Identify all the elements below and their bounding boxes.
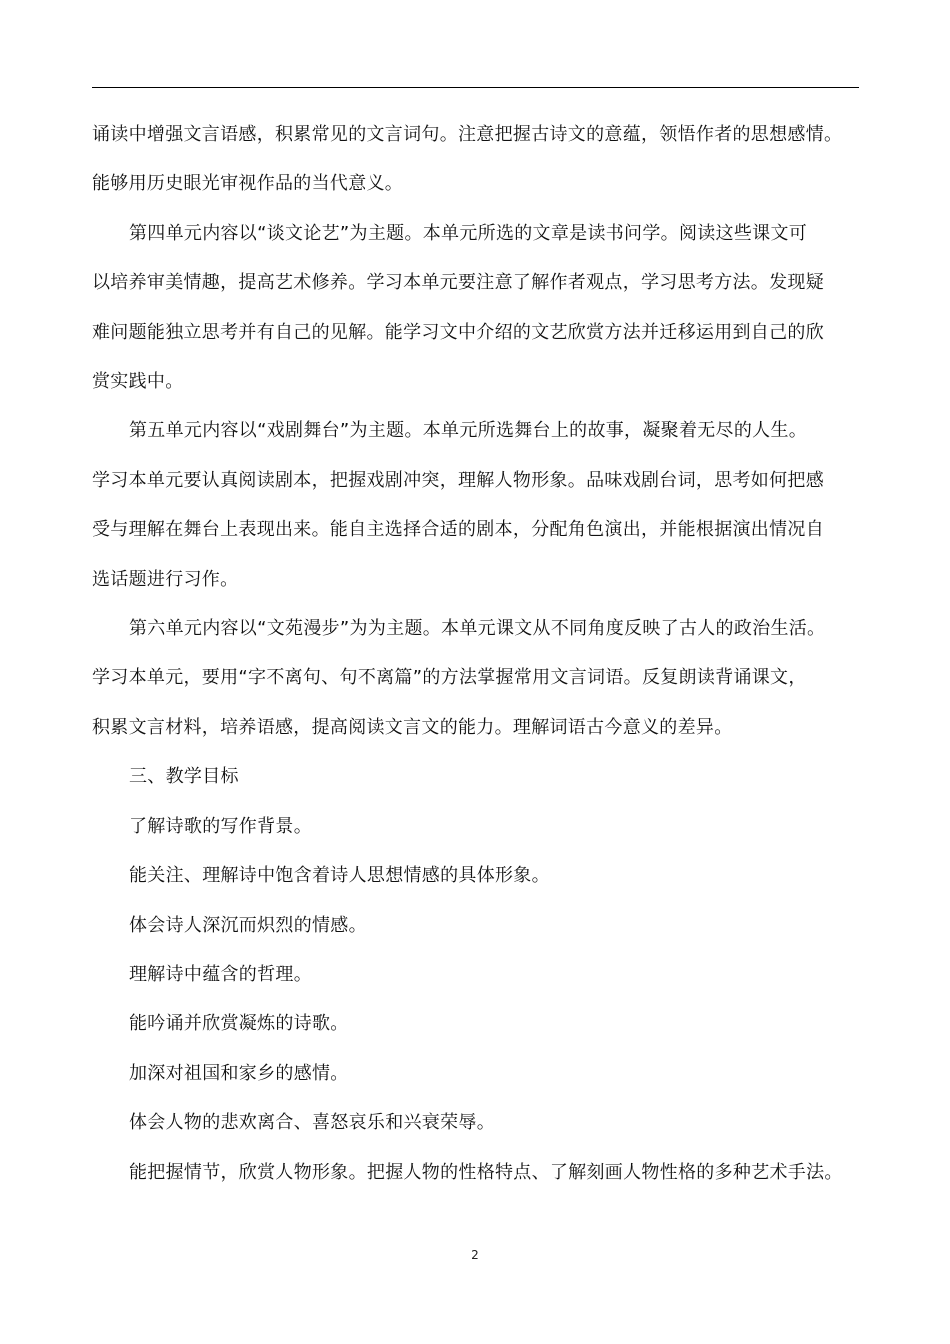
objective-item: 体会人物的悲欢离合、喜怒哀乐和兴衰荣辱。 <box>129 1112 495 1134</box>
section-heading-teaching-goals: 三、教学目标 <box>129 766 239 788</box>
objective-item: 理解诗中蕴含的哲理。 <box>129 963 312 985</box>
objective-item: 能把握情节，欣赏人物形象。把握人物的性格特点、了解刻画人物性格的多种艺术手法。 <box>129 1161 843 1183</box>
document-body <box>92 110 859 1197</box>
objective-item: 能关注、理解诗中饱含着诗人思想情感的具体形象。 <box>129 865 550 887</box>
paragraph-unit-six: 第六单元内容以“文苑漫步”为为主题。本单元课文从不同角度反映了古人的政治生活。 学习本单元，要用“字不离句、句不离篇”的方法掌握常用文言词语。反复朗读背诵课文， 积累文言材料，培养语感，提高阅读文言文的能力。理解词语古今意义的差异。 <box>92 618 826 738</box>
paragraph-continuation: 诵读中增强文言语感，积累常见的文言词句。注意把握古诗文的意蕴，领悟作者的思想感情。 能够用历史眼光审视作品的当代意义。 <box>92 124 843 195</box>
paragraph-unit-four: 第四单元内容以“谈文论艺”为主题。本单元所选的文章是读书问学。阅读这些课文可 以培养审美情趣，提高艺术修养。学习本单元要注意了解作者观点，学习思考方法。发现疑 难问题能独立思考并有自己的见解。能学习文中介绍的文艺欣赏方法并迁移运用到自己的欣 赏实践中。 <box>92 222 824 393</box>
objective-item: 体会诗人深沉而炽烈的情感。 <box>129 914 367 936</box>
page-number: 2 <box>471 1248 479 1262</box>
objective-item: 加深对祖国和家乡的感情。 <box>129 1062 349 1084</box>
objective-item: 能吟诵并欣赏凝炼的诗歌。 <box>129 1013 349 1035</box>
objective-item: 了解诗歌的写作背景。 <box>129 815 312 837</box>
header-rule <box>92 87 859 88</box>
paragraph-unit-five: 第五单元内容以“戏剧舞台”为主题。本单元所选舞台上的故事，凝聚着无尽的人生。 学习本单元要认真阅读剧本，把握戏剧冲突，理解人物形象。品味戏剧台词，思考如何把感 受与理解在舞台上表现出来。能自主选择合适的剧本，分配角色演出，并能根据演出情况自 选话题进行习作。 <box>92 420 824 590</box>
